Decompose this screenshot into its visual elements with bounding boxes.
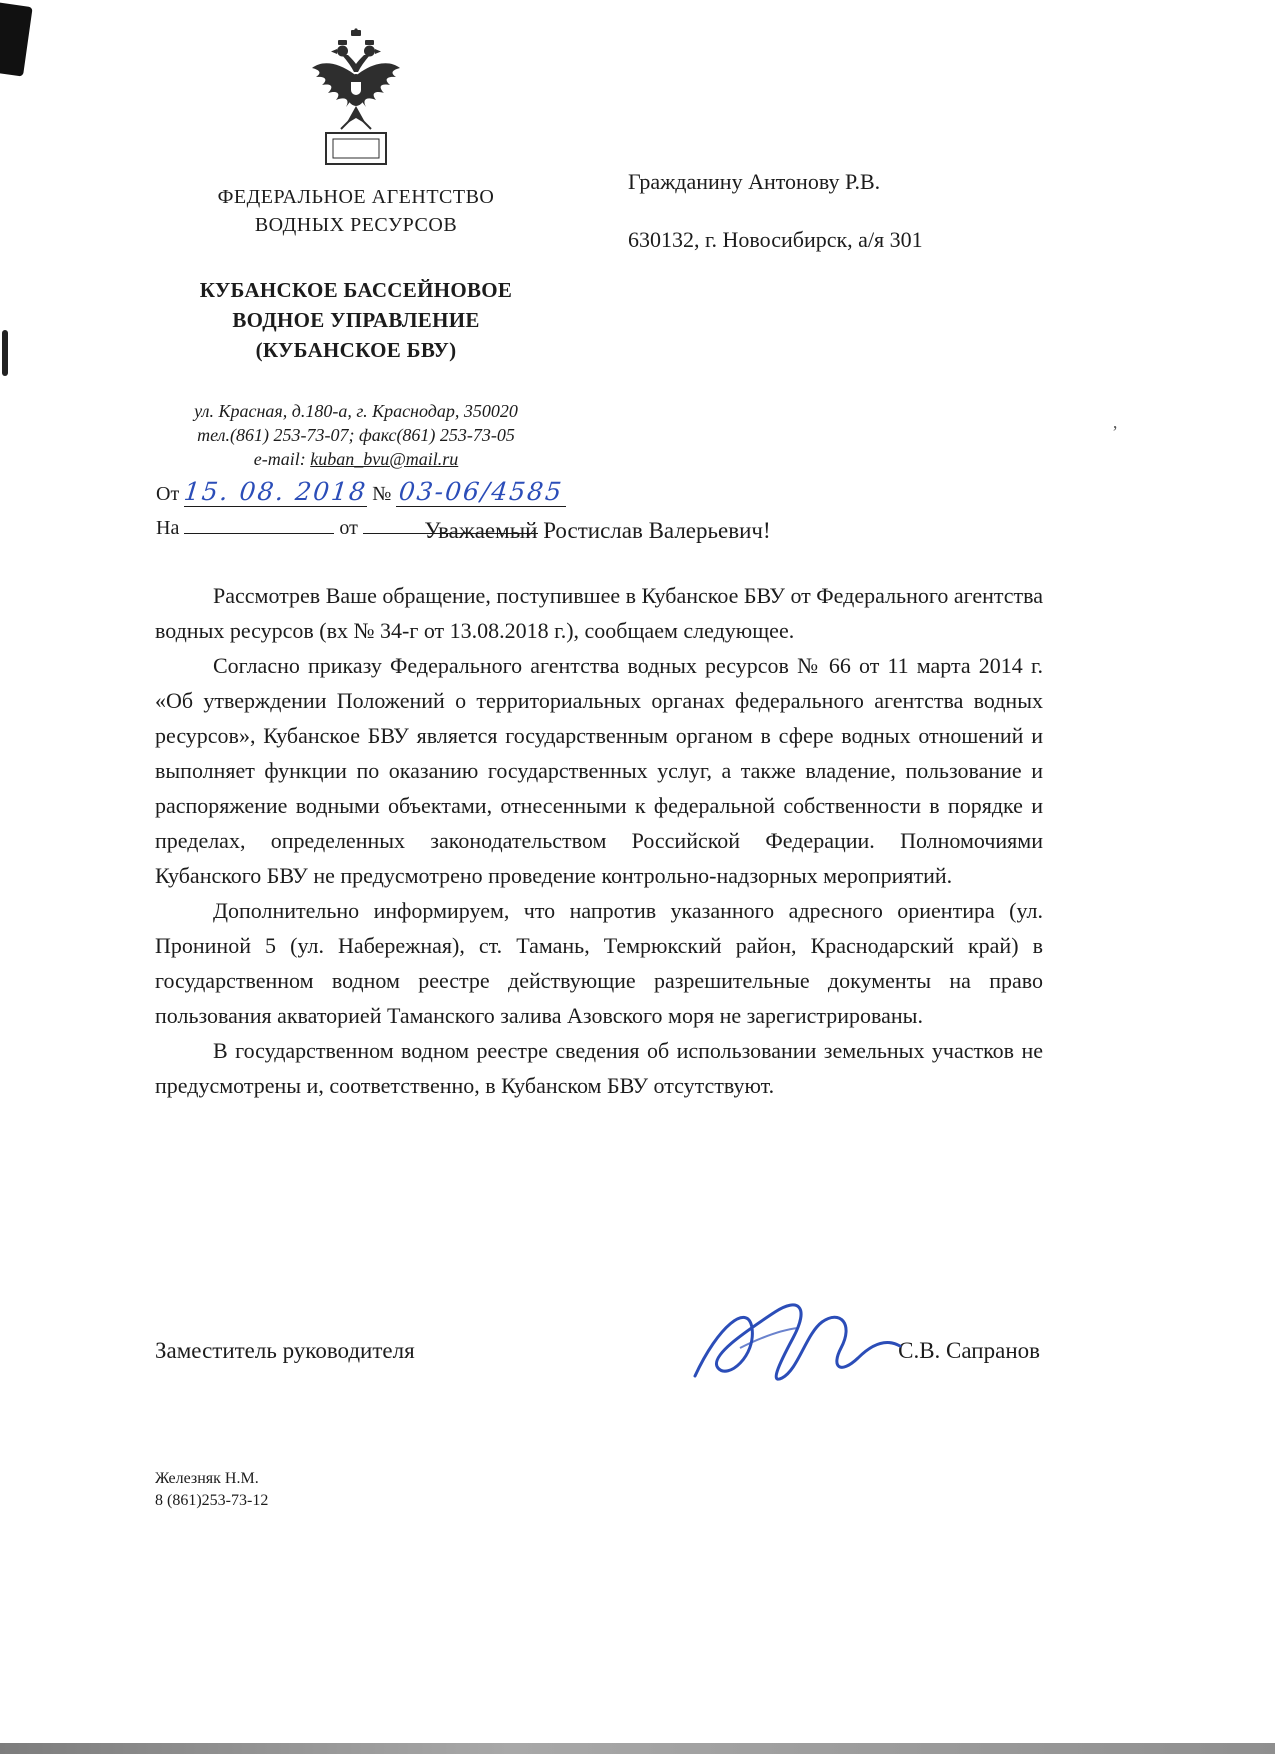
paragraph: Дополнительно информируем, что напротив указанного адресного ориентира (ул. Прониной 5 (ул. Набережная), ст. Тамань, Темрюкский район, Краснодарский край) в государственном водном реестре действующие разрешительные документы на право пользования акваторией Таманского залива Азовского моря не зарегистрированы. [155, 898, 1043, 1028]
letter-body [155, 578, 1043, 1103]
scan-artifact-edge [2, 330, 8, 376]
executor-phone: 8 (861)253-73-12 [155, 1492, 269, 1509]
agency-line-1: ФЕДЕРАЛЬНОЕ АГЕНТСТВО [217, 186, 495, 208]
scan-artifact-corner [0, 1, 33, 76]
org-line-3: (КУБАНСКОЕ БВУ) [255, 338, 457, 362]
signer-position: Заместитель руководителя [155, 1338, 415, 1363]
recipient-block [628, 168, 1018, 254]
russian-coat-of-arms-icon [308, 28, 404, 173]
na-label: На [156, 517, 180, 539]
signature-block [155, 1338, 1040, 1364]
phone-fax-line: тел.(861) 253-73-07; факс(861) 253-73-05 [197, 425, 515, 445]
org-line-1: КУБАНСКОЕ БАССЕЙНОВОЕ [199, 278, 513, 302]
paragraph: Согласно приказу Федерального агентства водных ресурсов № 66 от 11 марта 2014 г. «Об утверждении Положений о территориальных органах федерального агентства водных ресурсов», Кубанское БВУ является государственным органом в сфере водных отношений и выполняет функции по оказанию государственных услуг, а также владение, пользование и распоряжение водными объектами, отнесенными к федеральной собственности в порядке и пределах, определенных законодательством Российской Федерации. Полномочиями Кубанского БВУ не предусмотрено проведение контрольно-надзорных мероприятий. [155, 653, 1043, 888]
email-line [138, 447, 574, 471]
recipient-address: 630132, г. Новосибирск, а/я 301 [628, 227, 923, 252]
federal-agency-name [138, 183, 574, 239]
handwritten-number: 03-06/4585 [397, 477, 565, 506]
postal-address: ул. Красная, д.180-а, г. Краснодар, 350020 [194, 401, 518, 421]
contact-block [138, 399, 574, 471]
agency-line-2: ВОДНЫХ РЕСУРСОВ [254, 214, 458, 236]
number-sign-label: № [372, 483, 392, 505]
scan-artifact-bottom-strip [0, 1743, 1275, 1754]
recipient-name: Гражданину Антонову Р.В. [628, 169, 881, 194]
from-label: От [156, 483, 180, 505]
ot-label: от [339, 517, 358, 539]
organization-name [138, 275, 574, 365]
salutation: Уважаемый Ростислав Валерьевич! [424, 518, 771, 543]
signer-name: С.В. Сапранов [898, 1338, 1040, 1363]
org-line-2: ВОДНОЕ УПРАВЛЕНИЕ [232, 308, 480, 332]
handwritten-date: 15. 08. 2018 [182, 477, 369, 506]
paragraph: В государственном водном реестре сведения об использовании земельных участков не предусмотрены и, соответственно, в Кубанском БВУ отсутствуют. [155, 1038, 1043, 1098]
executor-block [155, 1468, 268, 1512]
email-label: e-mail: [253, 449, 306, 469]
scan-speck: ’ [1112, 422, 1118, 442]
outgoing-number-field [396, 477, 566, 507]
outgoing-date-field [184, 477, 367, 507]
outgoing-reference-line [138, 477, 574, 507]
executor-name: Железняк Н.М. [155, 1470, 259, 1487]
handwritten-signature [680, 1278, 910, 1414]
paragraph: Рассмотрев Ваше обращение, поступившее в Кубанское БВУ от Федерального агентства водных ресурсов (вх № 34-г от 13.08.2018 г.), сообщаем следующее. [155, 583, 1043, 643]
letterhead [138, 28, 574, 540]
email-address: kuban_bvu@mail.ru [310, 449, 459, 469]
